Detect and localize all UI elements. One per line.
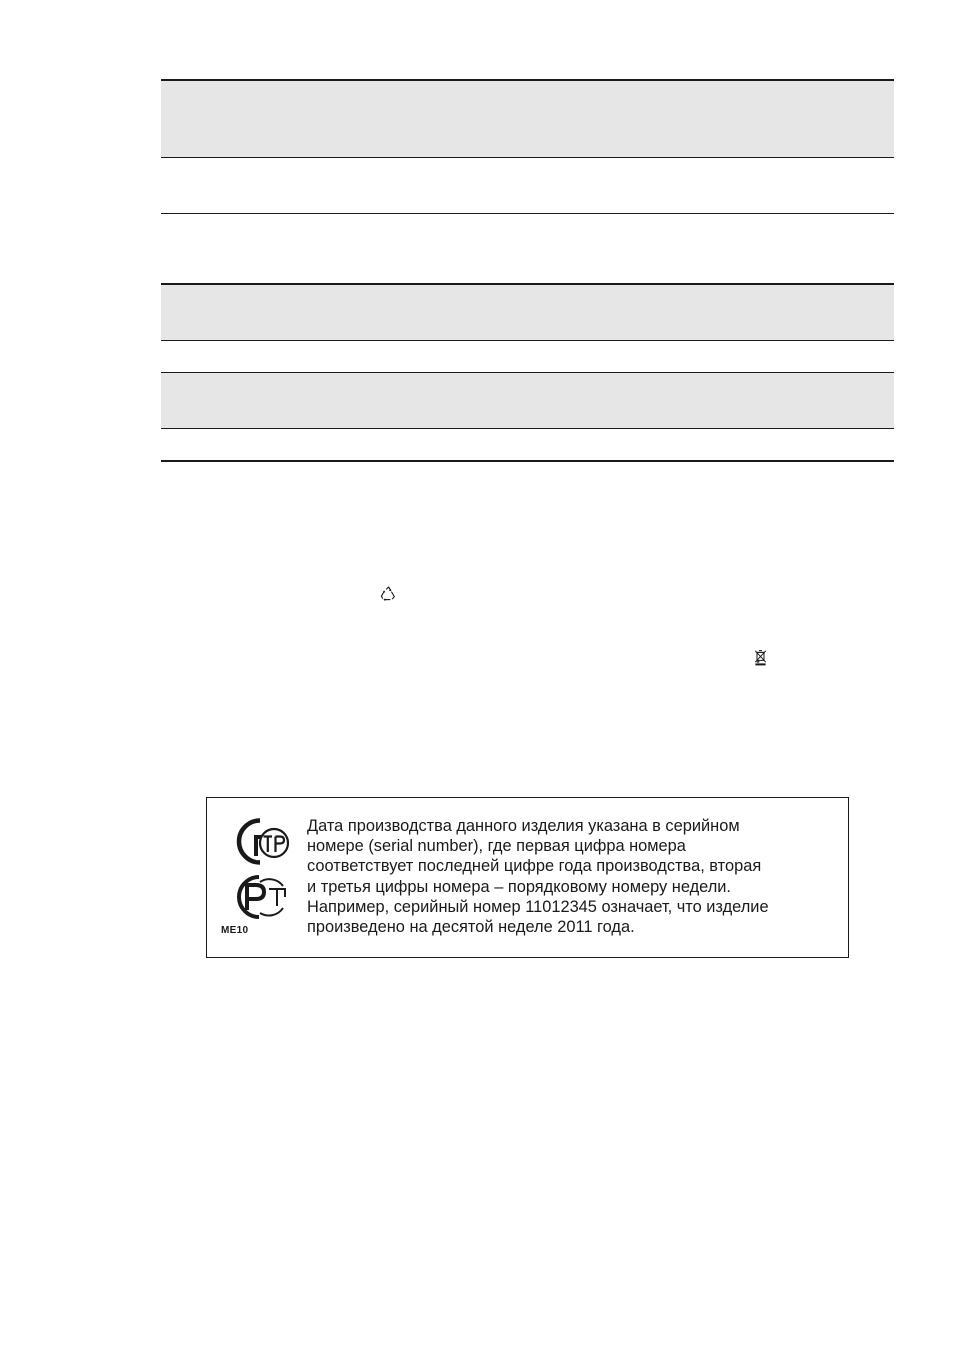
notice-text: [307, 816, 837, 937]
gost-tr-certification-mark: [239, 821, 288, 863]
spec-table-2-row-3: [161, 373, 894, 429]
spec-table-1: [161, 79, 894, 215]
table-rule: [161, 283, 894, 285]
notice-line: произведено на десятой неделе 2011 года.: [307, 918, 635, 937]
certification-code: ME10: [221, 925, 249, 936]
notice-line: соответствует последней цифре года производства, вторая: [307, 857, 762, 876]
notice-line: Например, серийный номер 11012345 означает, что изделие: [307, 897, 769, 916]
spec-table-1-row-1: [161, 79, 894, 158]
spec-table-2-row-4: [161, 429, 894, 462]
table-rule: [161, 79, 894, 81]
table-rule: [161, 340, 894, 341]
recycling-arrows-icon: [380, 586, 397, 602]
table-rule: [161, 460, 894, 462]
spec-table-1-row-2: [161, 158, 894, 214]
table-rule: [161, 428, 894, 429]
notice-line: номере (serial number), где первая цифра номера: [307, 837, 686, 856]
notice-line: и третья цифры номера – порядковому номеру недели.: [307, 877, 731, 896]
manufacture-date-notice: [206, 797, 849, 958]
spec-table-2: [161, 283, 894, 464]
rostest-pc-certification-mark: [239, 877, 285, 917]
table-rule: [161, 213, 894, 214]
table-rule: [161, 372, 894, 373]
spec-table-2-row-1: [161, 283, 894, 340]
notice-line: Дата производства данного изделия указана в серийном: [307, 817, 740, 835]
spec-table-2-row-2: [161, 340, 894, 373]
table-rule: [161, 157, 894, 158]
crossed-out-wheelie-bin-icon: [754, 649, 767, 666]
